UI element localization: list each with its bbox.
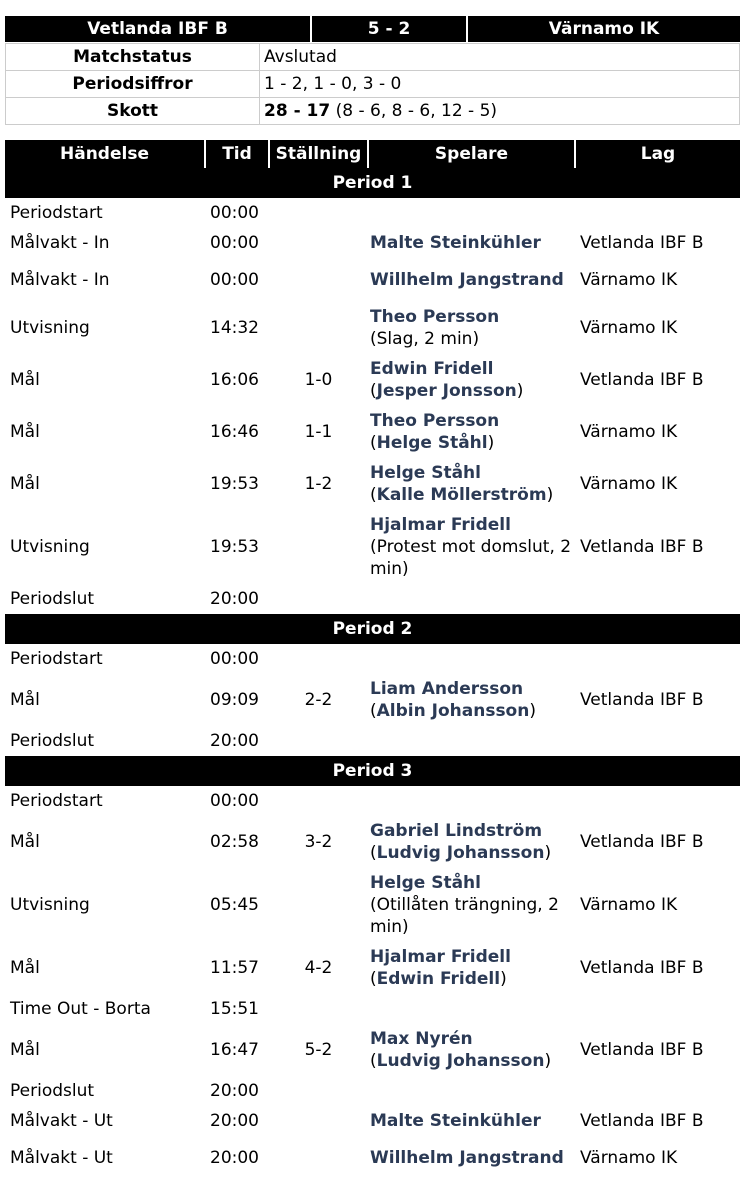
- event-type: Mål: [10, 832, 40, 852]
- event-player: [368, 510, 575, 584]
- event-team: Värnamo IK: [580, 474, 678, 494]
- paren-open: (: [370, 1051, 377, 1071]
- event-type: Målvakt - Ut: [10, 1148, 113, 1168]
- event-time: 09:09: [210, 690, 259, 710]
- assist-player-link[interactable]: Jesper Jonsson: [376, 381, 517, 401]
- event-row: [5, 786, 740, 816]
- paren-open: (: [370, 485, 377, 505]
- period-scores-row: [6, 71, 740, 98]
- event-type: Periodslut: [10, 589, 95, 609]
- event-player: [368, 354, 575, 406]
- player-link[interactable]: Malte Steinkühler: [370, 233, 541, 253]
- event-team: [575, 786, 740, 816]
- paren-close: ): [529, 701, 536, 721]
- player-link[interactable]: Theo Persson: [370, 411, 500, 431]
- event-row: [5, 1136, 740, 1180]
- event-player: [368, 302, 575, 354]
- event-score: 1-2: [304, 474, 333, 494]
- event-row: [5, 458, 740, 510]
- col-player: Spelare: [368, 140, 575, 168]
- event-team: Vetlanda IBF B: [580, 370, 704, 390]
- event-time: 19:53: [210, 474, 259, 494]
- event-team: [575, 644, 740, 674]
- event-score: [269, 868, 368, 942]
- event-score: 3-2: [304, 832, 333, 852]
- event-score: [269, 510, 368, 584]
- period-title: Period 1: [5, 168, 740, 198]
- event-time: 20:00: [210, 589, 259, 609]
- event-type: Målvakt - In: [10, 270, 110, 290]
- event-player: [368, 942, 575, 994]
- assist-player-link[interactable]: Ludvig Johansson: [376, 843, 545, 863]
- event-score: [269, 258, 368, 302]
- event-score: [269, 198, 368, 228]
- event-time: 00:00: [210, 203, 259, 223]
- event-type: Periodstart: [10, 203, 103, 223]
- events-table: [5, 140, 740, 1180]
- player-link[interactable]: Max Nyrén: [370, 1029, 473, 1049]
- event-row: [5, 816, 740, 868]
- event-player: [368, 644, 575, 674]
- event-score: 2-2: [304, 690, 333, 710]
- event-time: 20:00: [210, 1148, 259, 1168]
- event-team: [575, 584, 740, 614]
- player-link[interactable]: Hjalmar Fridell: [370, 515, 511, 535]
- event-type: Mål: [10, 370, 40, 390]
- event-player: [368, 1076, 575, 1106]
- player-link[interactable]: Helge Ståhl: [370, 463, 481, 483]
- event-type: Målvakt - In: [10, 233, 110, 253]
- event-row: [5, 868, 740, 942]
- event-team: Värnamo IK: [580, 895, 678, 915]
- event-team: Vetlanda IBF B: [580, 690, 704, 710]
- assist-player-link[interactable]: Edwin Fridell: [376, 969, 501, 989]
- event-type: Mål: [10, 1040, 40, 1060]
- col-score: Ställning: [269, 140, 368, 168]
- event-time: 16:46: [210, 422, 259, 442]
- match-header: [5, 16, 740, 42]
- player-link[interactable]: Willhelm Jangstrand: [370, 1148, 564, 1168]
- away-team: Värnamo IK: [468, 16, 740, 42]
- assist-player-link[interactable]: Kalle Möllerström: [376, 485, 547, 505]
- event-row: [5, 1106, 740, 1136]
- event-score: [269, 726, 368, 756]
- event-type: Målvakt - Ut: [10, 1111, 113, 1131]
- event-type: Mål: [10, 958, 40, 978]
- event-type: Mål: [10, 422, 40, 442]
- event-team: Värnamo IK: [580, 270, 678, 290]
- final-score: 5 - 2: [312, 16, 468, 42]
- period-header-row: [5, 756, 740, 786]
- period-scores-label: Periodsiffror: [6, 71, 260, 98]
- period-scores-value: 1 - 2, 1 - 0, 3 - 0: [260, 71, 740, 98]
- event-time: 20:00: [210, 731, 259, 751]
- shots-breakdown: (8 - 6, 8 - 6, 12 - 5): [335, 101, 498, 121]
- penalty-note: (Slag, 2 min): [370, 329, 480, 349]
- event-row: [5, 942, 740, 994]
- event-player: [368, 258, 575, 302]
- penalty-note: (Otillåten trängning, 2 min): [370, 895, 559, 937]
- event-time: 02:58: [210, 832, 259, 852]
- event-row: [5, 510, 740, 584]
- event-time: 15:51: [210, 999, 259, 1019]
- assist-player-link[interactable]: Albin Johansson: [376, 701, 530, 721]
- event-team: Vetlanda IBF B: [580, 1040, 704, 1060]
- event-player: [368, 1106, 575, 1136]
- event-team: Värnamo IK: [580, 318, 678, 338]
- event-time: 05:45: [210, 895, 259, 915]
- event-row: [5, 258, 740, 302]
- event-score: [269, 786, 368, 816]
- paren-open: (: [370, 969, 377, 989]
- paren-close: ): [544, 1051, 552, 1071]
- event-type: Time Out - Borta: [10, 999, 151, 1019]
- event-player: [368, 584, 575, 614]
- event-time: 20:00: [210, 1081, 259, 1101]
- event-row: [5, 674, 740, 726]
- period-title: Period 2: [5, 614, 740, 644]
- event-team: Värnamo IK: [580, 422, 678, 442]
- paren-open: (: [370, 701, 377, 721]
- event-team: Värnamo IK: [580, 1148, 678, 1168]
- event-type: Periodslut: [10, 1081, 95, 1101]
- event-team: Vetlanda IBF B: [580, 233, 704, 253]
- period-header-row: [5, 614, 740, 644]
- event-time: 16:06: [210, 370, 259, 390]
- period-header-row: [5, 168, 740, 198]
- player-link[interactable]: Hjalmar Fridell: [370, 947, 511, 967]
- paren-close: ): [516, 381, 524, 401]
- event-score: 5-2: [304, 1040, 333, 1060]
- event-row: [5, 198, 740, 228]
- shots-total: 28 - 17: [264, 101, 331, 121]
- event-row: [5, 302, 740, 354]
- event-time: 11:57: [210, 958, 259, 978]
- player-link[interactable]: Liam Andersson: [370, 679, 524, 699]
- player-link[interactable]: Edwin Fridell: [370, 359, 494, 379]
- event-team: Vetlanda IBF B: [580, 1111, 704, 1131]
- event-row: [5, 1024, 740, 1076]
- event-player: [368, 458, 575, 510]
- event-player: [368, 726, 575, 756]
- home-team: Vetlanda IBF B: [5, 16, 312, 42]
- event-player: [368, 1024, 575, 1076]
- status-row: [6, 44, 740, 71]
- event-time: 00:00: [210, 791, 259, 811]
- event-row: [5, 994, 740, 1024]
- event-player: [368, 406, 575, 458]
- event-row: [5, 354, 740, 406]
- player-link[interactable]: Gabriel Lindström: [370, 821, 543, 841]
- status-value: Avslutad: [260, 44, 740, 71]
- paren-open: (: [370, 433, 377, 453]
- event-score: [269, 644, 368, 674]
- event-time: 16:47: [210, 1040, 259, 1060]
- event-type: Periodstart: [10, 791, 103, 811]
- event-time: 14:32: [210, 318, 259, 338]
- event-row: [5, 1076, 740, 1106]
- event-time: 20:00: [210, 1111, 259, 1131]
- col-event: Händelse: [5, 140, 205, 168]
- event-type: Mål: [10, 474, 40, 494]
- event-time: 19:53: [210, 537, 259, 557]
- shots-value: [260, 98, 740, 125]
- event-score: [269, 584, 368, 614]
- player-link[interactable]: Malte Steinkühler: [370, 1111, 541, 1131]
- penalty-note: (Protest mot domslut, 2 min): [370, 537, 572, 579]
- event-score: 1-0: [304, 370, 333, 390]
- assist-player-link[interactable]: Helge Ståhl: [376, 433, 488, 453]
- event-player: [368, 816, 575, 868]
- event-row: [5, 644, 740, 674]
- paren-close: ): [544, 843, 552, 863]
- event-score: [269, 1136, 368, 1180]
- player-link[interactable]: Theo Persson: [370, 307, 500, 327]
- event-row: [5, 406, 740, 458]
- event-team: Vetlanda IBF B: [580, 958, 704, 978]
- event-type: Mål: [10, 690, 40, 710]
- event-row: [5, 228, 740, 258]
- event-team: [575, 1076, 740, 1106]
- event-score: [269, 228, 368, 258]
- event-row: [5, 584, 740, 614]
- match-summary: [5, 43, 740, 125]
- event-player: [368, 994, 575, 1024]
- paren-close: ): [487, 433, 495, 453]
- event-player: [368, 198, 575, 228]
- event-player: [368, 786, 575, 816]
- event-team: Vetlanda IBF B: [580, 537, 704, 557]
- event-score: 4-2: [304, 958, 333, 978]
- paren-close: ): [500, 969, 507, 989]
- event-time: 00:00: [210, 649, 259, 669]
- shots-row: [6, 98, 740, 125]
- event-player: [368, 1136, 575, 1180]
- event-type: Utvisning: [10, 895, 90, 915]
- event-type: Utvisning: [10, 537, 90, 557]
- event-score: [269, 1106, 368, 1136]
- event-team: [575, 994, 740, 1024]
- event-score: [269, 302, 368, 354]
- player-link[interactable]: Willhelm Jangstrand: [370, 270, 564, 290]
- status-label: Matchstatus: [6, 44, 260, 71]
- shots-label: Skott: [6, 98, 260, 125]
- paren-open: (: [370, 843, 377, 863]
- event-type: Utvisning: [10, 318, 90, 338]
- events-header-row: [5, 140, 740, 168]
- player-link[interactable]: Helge Ståhl: [370, 873, 481, 893]
- event-type: Periodstart: [10, 649, 103, 669]
- col-time: Tid: [205, 140, 269, 168]
- paren-open: (: [370, 381, 377, 401]
- event-player: [368, 228, 575, 258]
- events-body: [5, 168, 740, 1180]
- event-team: Vetlanda IBF B: [580, 832, 704, 852]
- event-player: [368, 674, 575, 726]
- event-time: 00:00: [210, 270, 259, 290]
- event-time: 00:00: [210, 233, 259, 253]
- event-team: [575, 726, 740, 756]
- assist-player-link[interactable]: Ludvig Johansson: [376, 1051, 545, 1071]
- event-row: [5, 726, 740, 756]
- event-score: 1-1: [304, 422, 333, 442]
- event-team: [575, 198, 740, 228]
- event-type: Periodslut: [10, 731, 95, 751]
- paren-close: ): [546, 485, 554, 505]
- event-score: [269, 1076, 368, 1106]
- col-team: Lag: [575, 140, 740, 168]
- event-player: [368, 868, 575, 942]
- event-score: [269, 994, 368, 1024]
- period-title: Period 3: [5, 756, 740, 786]
